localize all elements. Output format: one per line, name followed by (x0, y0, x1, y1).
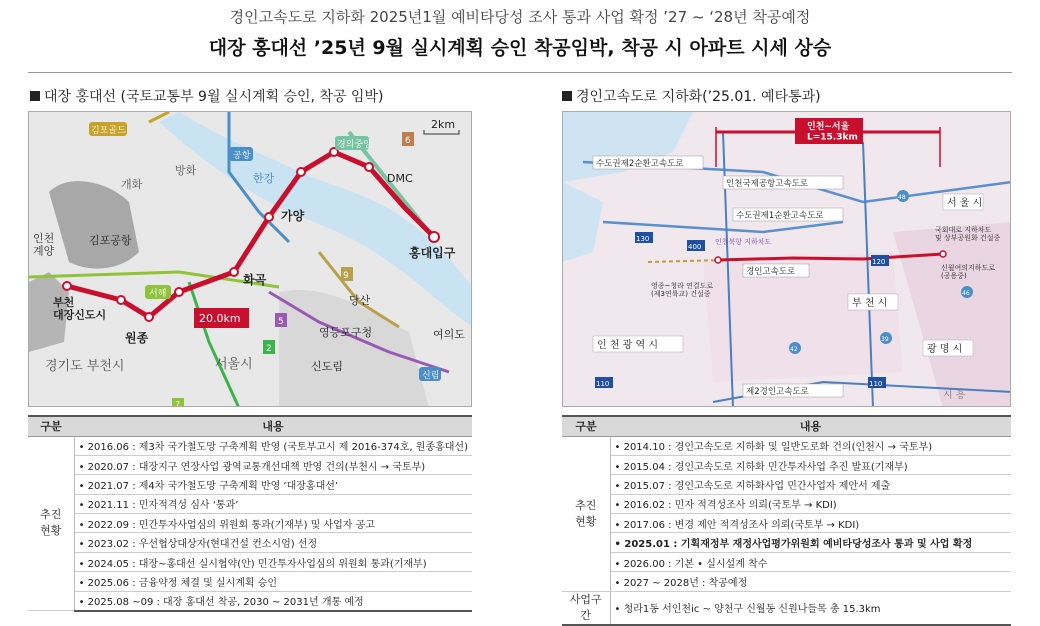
section-value-cell: • 청라1동 서인천ic ~ 양천구 신월동 신원나들목 총 15.3km (610, 591, 1011, 625)
table-row (562, 533, 1011, 552)
category-cell: 추진 현황 (562, 436, 610, 591)
label-gayang: 가양 (281, 209, 305, 223)
circle-48: 48 (898, 194, 906, 201)
label-line-2: 2 (266, 344, 272, 354)
table-row (562, 552, 1011, 571)
label-sillim: 신림 (422, 371, 440, 381)
label-sinwol: 신월여의지하도로 (공용중) (941, 264, 996, 281)
table-row (28, 475, 472, 494)
category-cell: 추진 현황 (28, 436, 74, 611)
square-bullet-icon (30, 91, 40, 101)
content-cell: • 2021.07 : 제4차 국가철도망 구축계획 반영 ‘대장홍대선’ (74, 475, 472, 494)
table-row (28, 533, 472, 552)
table-row (562, 591, 1011, 625)
content-cell: • 2024.05 : 대장~홍대선 실시협약(안) 민간투자사업심의 위원회 통과(기재부) (74, 552, 472, 571)
table-row (28, 591, 472, 610)
table-row (562, 436, 1011, 455)
label-bucheon-daejang: 부천 대장신도시 (53, 296, 107, 322)
table-row (562, 494, 1011, 513)
content-cell: • 2026.00 : 기본 • 실시설계 착수 (610, 552, 1011, 571)
label-second-gyeongin: 제2경인고속도로 (746, 387, 809, 397)
content-cell: • 2016.06 : 제3차 국가철도망 구축계획 반영 (국토부고시 제 2016-374호, 원종홍대선) (74, 436, 472, 455)
content-cell: • 2023.02 : 우선협상대상자(현대건설 컨소시엄) 선정 (74, 533, 472, 552)
right-col-content: 내용 (610, 416, 1011, 436)
label-gimpo-airport: 김포공항 (89, 234, 132, 247)
label-dangsan: 당산 (349, 294, 371, 307)
content-cell: • 2015.04 : 경인고속도로 지하화 민간투자사업 추진 발표(기재부) (610, 455, 1011, 474)
table-row (562, 475, 1011, 494)
label-gimpo-gold: 김포골드 (91, 126, 126, 136)
content-cell: • 2025.01 : 기획재정부 재정사업평가위원회 예비타당성조사 통과 및 사업 확정 (610, 533, 1011, 552)
table-row (562, 514, 1011, 533)
shield-110-left: 110 (596, 380, 610, 388)
label-seoulsi: 서울시 (215, 357, 253, 372)
left-col-content: 내용 (74, 416, 472, 436)
table-row (28, 552, 472, 571)
content-cell: • 2025.06 : 금융약정 체결 및 실시계획 승인 (74, 572, 472, 591)
label-hangang: 한강 (253, 172, 275, 185)
section-label-cell: 사업구간 (562, 591, 610, 625)
circle-46: 46 (962, 290, 970, 297)
label-yeouido: 여의도 (433, 328, 465, 341)
label-gyeonggi-bucheon: 경기도 부천시 (45, 359, 125, 374)
label-distance: 20.0km (199, 312, 241, 325)
label-gaehwa: 개화 (121, 178, 143, 191)
label-gyeongui: 경의중앙 (337, 140, 372, 150)
left-col-category: 구분 (28, 416, 74, 436)
label-scale: 2km (431, 118, 456, 131)
right-col-category: 구분 (562, 416, 610, 436)
content-cell: • 2014.10 : 경인고속도로 지하화 및 일반도로화 건의(인천시 → 국토부) (610, 436, 1011, 455)
header-rule (28, 72, 1012, 73)
table-row (28, 572, 472, 591)
table-row (562, 455, 1011, 474)
label-ring1: 수도권제1순환고속도로 (736, 211, 824, 221)
table-row (562, 572, 1011, 591)
table-row (28, 436, 472, 455)
right-status-table (562, 415, 1011, 626)
content-cell: • 2021.11 : 민자적격성 심사 ‘통과’ (74, 494, 472, 513)
table-row (28, 514, 472, 533)
left-status-table (28, 415, 472, 612)
right-section-heading (562, 86, 821, 106)
header-title: 대장 홍대선 ’25년 9월 실시계획 승인 착공임박, 착공 시 아파트 시세 상승 (208, 37, 832, 59)
label-yeongdeungpo: 영등포구청 (319, 326, 373, 339)
label-ring2: 수도권제2순환고속도로 (596, 159, 684, 169)
circle-42: 42 (790, 346, 798, 353)
label-national-assembly: 국회대로 지하차도 및 상부공원화 건설중 (935, 226, 1001, 243)
label-incheon-gyeyang: 인천 계양 (33, 232, 55, 258)
shield-110-right: 110 (869, 380, 883, 388)
right-heading-text: 경인고속도로 지하화(’25.01. 예타통과) (576, 89, 821, 105)
content-cell: • 2017.06 : 변경 제안 적격성조사 의뢰(국토부 → KDI) (610, 514, 1011, 533)
label-incheon-intl: 인천국제공항고속도로 (726, 179, 809, 189)
circle-39: 39 (881, 336, 889, 343)
label-siheung: 시 흥 (943, 390, 966, 401)
label-seohae: 서해 (149, 289, 167, 299)
label-dmc: DMC (387, 172, 413, 185)
daejang-hongdae-map (28, 111, 472, 407)
label-wonjong: 원종 (125, 331, 149, 345)
table-row (28, 494, 472, 513)
label-line-7: 7 (175, 400, 181, 407)
left-section-heading (30, 86, 383, 106)
label-bucheon: 부 천 시 (852, 298, 888, 309)
label-seoul: 서 울 시 (947, 198, 983, 209)
label-yeongjong: 영종~청라 연결도로 (제3연륙교) 건설중 (651, 282, 714, 299)
content-cell: • 2022.09 : 민간투자사업심의 위원회 통과(기재부) 및 사업자 공고 (74, 514, 472, 533)
header-subtitle: 경인고속도로 지하화 2025년1월 예비타당성 조사 통과 사업 확정 ’27 ~ ‘28년 착공예정 (229, 8, 811, 26)
shield-400: 400 (688, 243, 702, 251)
label-hwagok: 화곡 (243, 273, 267, 287)
label-banghwa: 방화 (175, 164, 197, 177)
gyeongin-expressway-map (562, 111, 1011, 407)
label-incheon-metro: 인 천 광 역 시 (597, 340, 659, 351)
label-line-6: 6 (405, 136, 411, 146)
label-gyeongin: 경인고속도로 (746, 267, 796, 277)
route-box-label: 인천~서울 L=15.3km (807, 122, 858, 143)
content-cell: • 2020.07 : 대장지구 연장사업 광역교통개선대책 반영 건의(부천시 → 국토부) (74, 455, 472, 474)
table-row (28, 455, 472, 474)
square-bullet-icon (562, 91, 572, 101)
shield-120: 120 (872, 258, 886, 266)
label-hongdae: 홍대입구 (409, 246, 456, 260)
label-gwangmyeong: 광 명 시 (927, 344, 963, 355)
label-line-9: 9 (343, 271, 349, 281)
label-cheongna: 인천북항 지하차도 (715, 238, 772, 246)
label-airport-line: 공항 (233, 151, 251, 161)
content-cell: • 2027 ~ 2028년 : 착공예정 (610, 572, 1011, 591)
shield-130: 130 (636, 235, 650, 243)
left-heading-text: 대장 홍대선 (국토교통부 9월 실시계획 승인, 착공 임박) (44, 89, 384, 105)
label-sindorim: 신도림 (311, 360, 343, 373)
content-cell: • 2025.08 ~09 : 대장 홍대선 착공, 2030 ~ 2031년 개통 예정 (74, 591, 472, 610)
content-cell: • 2016.02 : 민자 적격성조사 의뢰(국토부 → KDI) (610, 494, 1011, 513)
label-line-5: 5 (278, 317, 284, 327)
content-cell: • 2015.07 : 경인고속도로 지하화사업 민간사업자 제안서 제출 (610, 475, 1011, 494)
